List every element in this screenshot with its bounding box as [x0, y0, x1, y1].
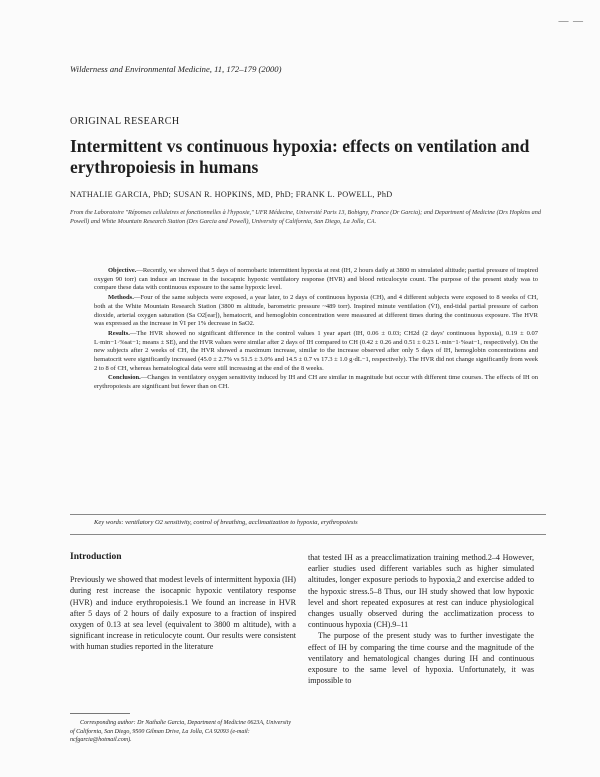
introduction-paragraph-1: Previously we showed that modest levels of intermittent hypoxia (IH) during rest increase the isocapnic hypoxic ventilatory response (HVR) and induce erythropoiesis.1 We found an increase in HVR after 5 days of 2 hours of daily exposure to a fraction of inspired oxygen of 0.13 at sea level (equivalent to 3800 m altitude), with a significant increase in reticulocyte count. Our results were consistent with human studies reported in the literature	[70, 575, 296, 652]
introduction-paragraph-2: The purpose of the present study was to further investigate the effect of IH by comparing the time course and the magnitude of the ventilatory and hematological changes during IH and continuous exposure to the same level of hypoxia. Unfortunately, it was impossible to	[308, 631, 534, 686]
journal-citation: Wilderness and Environmental Medicine, 11, 172–179 (2000)	[70, 64, 282, 74]
abstract-objective-heading: Objective.	[108, 267, 137, 274]
abstract-methods-text: —Four of the same subjects were exposed, a year later, to 2 days of continuous hypoxia (CH), and 4 different subjects were exposed to 8 weeks of CH, both at the White Mountain Research Station (3800 m altitude, barometric pressure ~489 torr). Inspired minute ventilation (V̇I), end-tidal partial pressure of carbon dioxide, arterial oxygen saturation (Sa O2[ear]), hematocrit, and hemoglobin concentration were measured at different times during the continuous exposure. The HVR was expressed as the increase in V̇I per 1% decrease in SaO2.	[94, 294, 538, 328]
keywords: Key words: ventilatory O2 sensitivity, control of breathing, acclimatization to hypoxia, erythropoiesis	[94, 519, 358, 526]
divider-above-keywords	[70, 514, 546, 515]
body-column-right	[308, 552, 534, 686]
author-affiliation: From the Laboratoire "Réponses cellulaires et fonctionnelles à l'hypoxie," UFR Médecine, Université Paris 13, Bobigny, France (Dr Garcia); and Department of Medicine (Drs Hopkins and Powell) and White Mountain Research Station (Drs Garcia and Powell), University of California, San Diego, La Jolla, CA.	[70, 209, 541, 225]
abstract-conclusion-heading: Conclusion.	[108, 374, 141, 382]
abstract-results-text: —The HVR showed no significant difference in the control values 1 year apart (IH, 0.06 ± 0.03; CH2d (2 days' continuous hypoxia), 0.19 ± 0.07 L·min−1·%sat−1; means ± SE), and the HVR values were similar after 2 days of IH compared to CH (0.42 ± 0.26 and 0.51 ± 0.23 L·min−1·%sat−1, respectively). On the new subjects after 2 weeks of CH, the HVR showed a maximum increase, similar to the increase observed after only 5 days of IH, hemoglobin concentrations and hematocrit were significantly increased (45.0 ± 2.7% vs 51.5 ± 3.0% and 14.5 ± 0.7 vs 17.3 ± 1.0 g·dL−1, respectively). The HVR did not change significantly from week 2 to 8 of CH, whereas hematological data were still increasing at the end of the 8 weeks.	[94, 329, 538, 372]
corner-mark: — —	[558, 16, 584, 27]
abstract-methods	[94, 294, 538, 329]
corresponding-author-footnote: Corresponding author: Dr Nathalie Garcia, Department of Medicine 0623A, University of California, San Diego, 9500 Gilman Drive, La Jolla, CA 92093 (e-mail: ncfgarcia@hotmail.com).	[70, 720, 292, 743]
section-label: ORIGINAL RESEARCH	[70, 116, 180, 127]
author-list: NATHALIE GARCIA, PhD; SUSAN R. HOPKINS, MD, PhD; FRANK L. POWELL, PhD	[70, 190, 393, 199]
abstract-conclusion-text: —Changes in ventilatory oxygen sensitivity induced by IH and CH are similar in magnitude but occur with different time courses. The effects of IH on erythropoiesis are significant but fewer than on CH.	[94, 374, 538, 391]
abstract-objective	[94, 267, 538, 293]
divider-below-keywords	[70, 534, 546, 535]
body-column-left	[70, 552, 296, 653]
abstract-results	[94, 330, 538, 374]
abstract	[94, 267, 538, 393]
abstract-methods-heading: Methods.	[108, 294, 134, 302]
abstract-conclusion	[94, 374, 538, 391]
introduction-heading: Introduction	[70, 552, 122, 562]
footnote-divider	[70, 713, 130, 714]
article-title: Intermittent vs continuous hypoxia: effects on ventilation and erythropoiesis in humans	[70, 136, 530, 177]
abstract-objective-text: —Recently, we showed that 5 days of normobaric intermittent hypoxia at rest (IH, 2 hours daily at 3800 m simulated altitude; partial pressure of inspired oxygen 90 torr) can induce an increase in the isocapnic hypoxic ventilatory response (HVR) and blood reticulocyte count. The purpose of the present study was to compare these data with continuous exposure to the same hypoxic level.	[94, 267, 538, 292]
introduction-paragraph-1-continued: that tested IH as a preacclimatization training method.2–4 However, earlier studies used different variables such as higher simulated altitudes, longer exposure periods to hypoxia,2 and exercise added to the hypoxic stress.5–8 Thus, our IH study showed that low hypoxic level and short repeated exposures at rest can induce physiological changes usually observed during the acclimatization process to continuous hypoxia (CH).9–11	[308, 553, 534, 630]
abstract-results-heading: Results.	[108, 329, 130, 337]
